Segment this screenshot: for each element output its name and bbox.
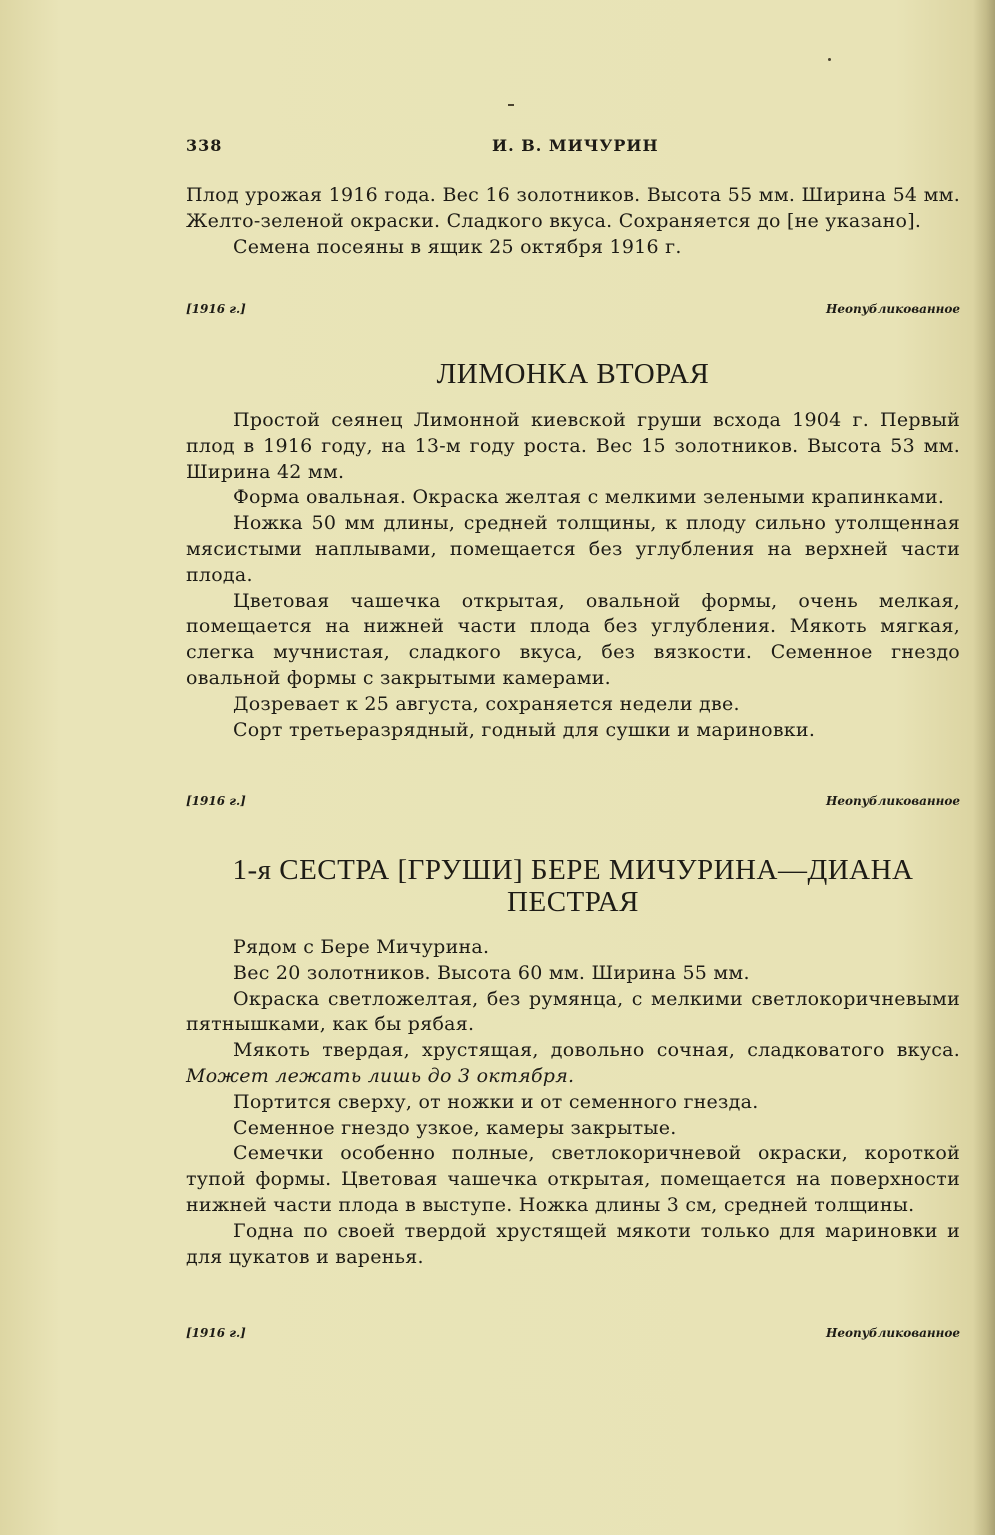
section-paragraph: Простой сеянец Лимонной киевской груши всхода 1904 г. Первый плод в 1916 году, на 13-м году роста. Вес 15 золотников. Высота 53 мм. Ширина 42 мм. (186, 409, 960, 483)
page-header (186, 136, 960, 160)
date-note: [1916 г.] (186, 302, 246, 316)
section-diana-signature (186, 1326, 960, 1346)
ink-speck (508, 104, 514, 106)
page-number: 338 (186, 136, 223, 155)
intro-signature (186, 302, 960, 322)
date-note: [1916 г.] (186, 1326, 246, 1340)
section-paragraph: Ножка 50 мм длины, средней толщины, к плоду сильно утолщенная мясистыми наплывами, помещается без углубления на верхней части плода. (186, 512, 960, 586)
section-paragraph: Вес 20 золотников. Высота 60 мм. Ширина 55 мм. (233, 961, 750, 984)
running-title: И. В. МИЧУРИН (492, 136, 659, 155)
publication-status: Неопубликованное (826, 1326, 960, 1340)
publication-status: Неопубликованное (826, 794, 960, 808)
section-paragraph: Дозревает к 25 августа, сохраняется недели две. (233, 692, 740, 715)
intro-text (186, 183, 960, 260)
page-edge-shadow (973, 0, 995, 1535)
ink-speck (828, 58, 831, 61)
section-paragraph: Цветовая чашечка открытая, овальной формы, очень мелкая, помещается на нижней части плода без углубления. Мякоть мягкая, слегка мучнистая, сладкого вкуса, без вязкости. Семенное гнездо овальной формы с закрытыми камерами. (186, 589, 960, 689)
date-note: [1916 г.] (186, 794, 246, 808)
section-title-line: ПЕСТРАЯ (507, 886, 639, 918)
section-title-line: 1-я СЕСТРА [ГРУШИ] БЕРЕ МИЧУРИНА—ДИАНА (232, 854, 914, 886)
section-paragraph: Годна по своей твердой хрустящей мякоти только для мариновки и для цукатов и варенья. (186, 1219, 960, 1268)
section-paragraph: Окраска светложелтая, без румянца, с мелкими светлокоричневыми пятнышками, как бы рябая. (186, 987, 960, 1036)
section-paragraph: Форма овальная. Окраска желтая с мелкими зелеными крапинками. (233, 486, 945, 509)
section-title-diana (186, 854, 960, 918)
section-title-limonka: ЛИМОНКА ВТОРАЯ (436, 358, 710, 390)
intro-paragraph: Семена посеяны в ящик 25 октября 1916 г. (233, 235, 682, 258)
publication-status: Неопубликованное (826, 302, 960, 316)
section-limonka-signature (186, 794, 960, 814)
italic-note: Может лежать лишь до 3 октября. (186, 1064, 575, 1087)
section-paragraph: Семенное гнездо узкое, камеры закрытые. (233, 1116, 677, 1139)
section-diana-text (186, 935, 960, 1270)
section-paragraph: Семечки особенно полные, светлокоричневой окраски, короткой тупой формы. Цветовая чашечка открытая, помещается на поверхности нижней части плода в выступе. Ножка длины 3 см, средней толщины. (186, 1142, 960, 1216)
section-paragraph: Рядом с Бере Мичурина. (233, 936, 490, 958)
section-paragraph: Сорт третьеразрядный, годный для сушки и мариновки. (233, 718, 816, 741)
intro-paragraph: Плод урожая 1916 года. Вес 16 золотников. Высота 55 мм. Ширина 54 мм. Желто-зеленой окраски. Сладкого вкуса. Сохраняется до [не указано]. (186, 184, 960, 232)
section-paragraph: Портится сверху, от ножки и от семенного гнезда. (233, 1090, 759, 1113)
section-limonka-text (186, 408, 960, 743)
section-paragraph (186, 1038, 960, 1090)
paragraph-text: Мякоть твердая, хрустящая, довольно сочная, сладковатого вкуса. (233, 1039, 960, 1062)
